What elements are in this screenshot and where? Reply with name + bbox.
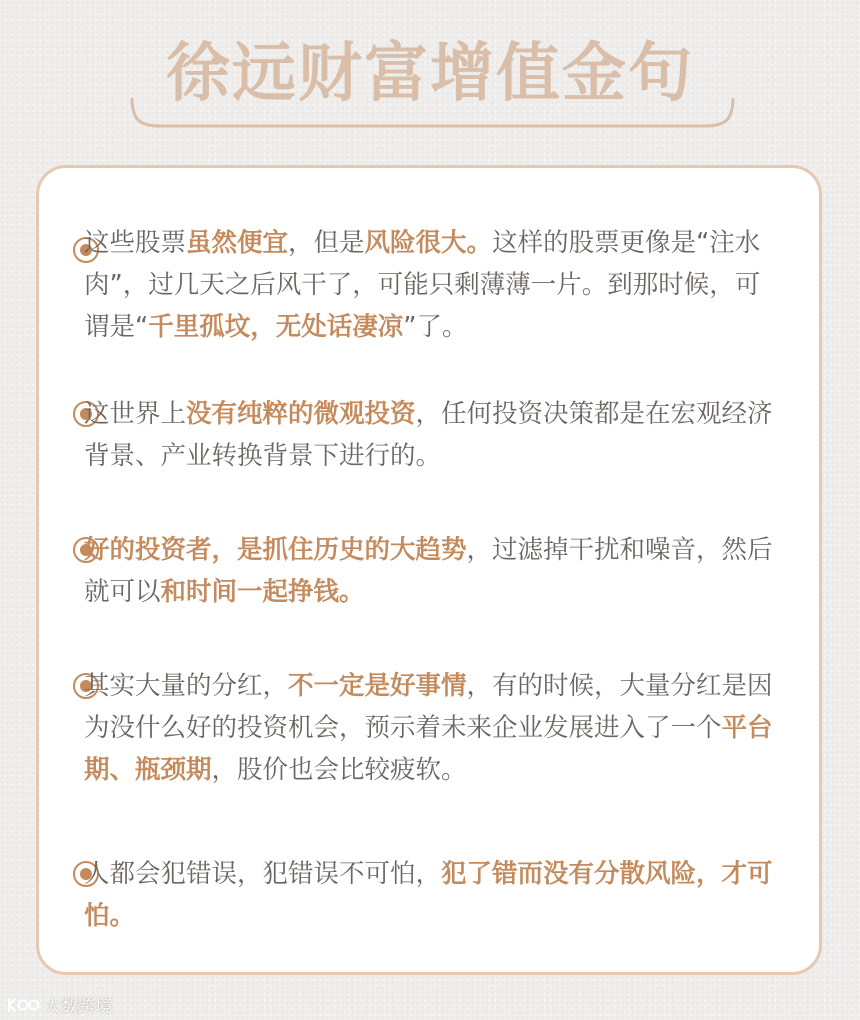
quote-text: ，任何投资决策都是在宏观经济背景、产业转换背景下进行的。 [84,399,773,471]
quote-text: 这些股票 [84,228,187,258]
watermark [6,992,112,1017]
quote-text: ，但是 [288,228,365,258]
quote-4 [84,665,774,791]
quote-highlight: 千里孤坟，无处话凄凉 [148,312,404,342]
quote-text: ”了。 [403,312,468,342]
quote-highlight: 虽然便宜 [186,228,289,258]
page-title: 徐远财富增值金句 [166,37,694,111]
quote-text: 人都会犯错误，犯错误不可怕， [84,859,442,889]
quote-3 [84,529,774,613]
quote-highlight: 好的投资者，是抓住历史的大趋势 [84,535,467,565]
quote-highlight: 风险很大。 [364,228,493,258]
quote-highlight: 平台期、瓶颈期 [84,713,773,785]
title-underline [130,96,735,128]
quote-text: 其实大量的分红， [84,671,289,701]
quote-text: 这样的股票更像是“注水肉”，过几天之后风干了，可能只剩薄薄一片。到那时候，可谓是“ [84,228,761,342]
quote-text: ，过滤掉干扰和噪音，然后就可以 [84,535,773,607]
watermark-text: 大数跨境 [44,997,112,1017]
quote-text: ，股价也会比较疲软。 [211,755,467,785]
quote-highlight: 和时间一起挣钱。 [160,577,365,607]
quote-text: 这世界上 [84,399,187,429]
quote-highlight: 犯了错而没有分散风险，才可怕。 [84,859,773,931]
quote-5 [84,853,774,937]
quote-2 [84,393,774,477]
quote-highlight: 不一定是好事情 [288,671,467,701]
quote-highlight: 没有纯粹的微观投资 [186,399,416,429]
quote-1 [84,222,774,348]
watermark-logo-icon [6,996,40,1014]
quote-text: ，有的时候，大量分红是因为没什么好的投资机会，预示着未来企业发展进入了一个 [84,671,773,743]
